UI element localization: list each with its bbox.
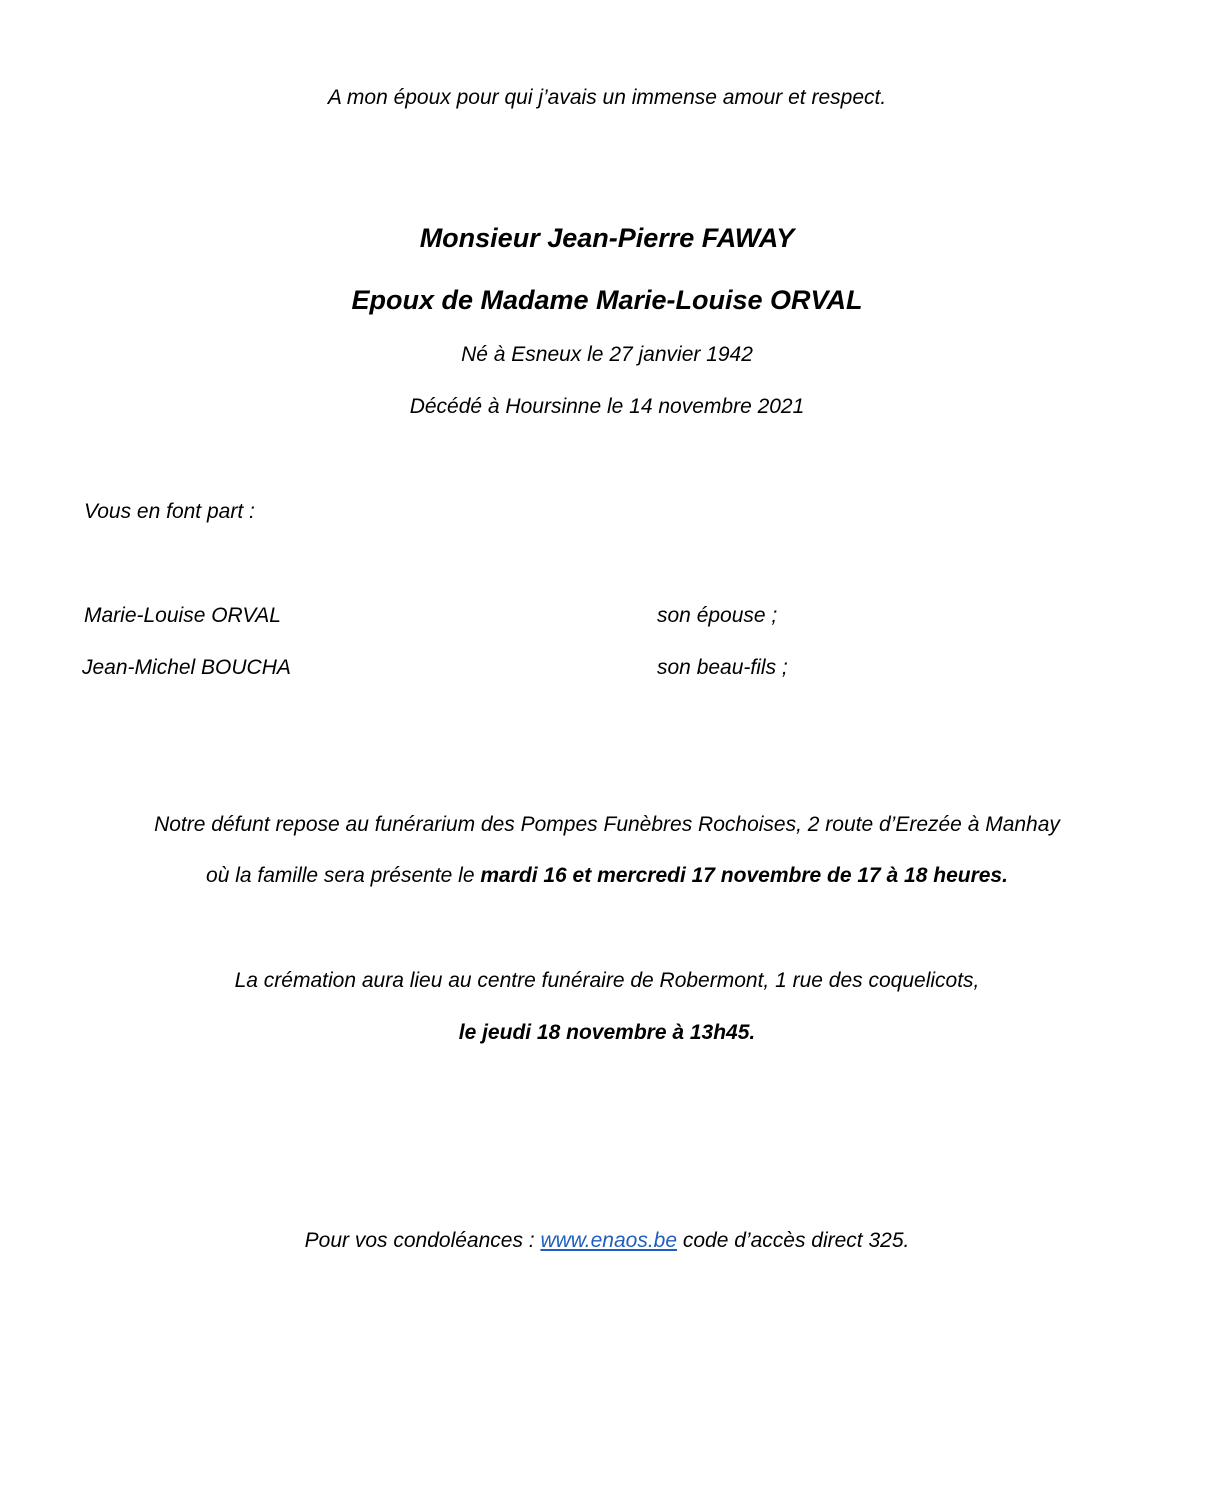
announcers-intro: Vous en font part : [84, 500, 255, 523]
death-info: Décédé à Hoursinne le 14 novembre 2021 [409, 395, 805, 418]
condolences-link[interactable]: www.enaos.be [540, 1229, 678, 1252]
condolences-suffix: code d’accès direct 325. [677, 1229, 910, 1252]
dedication-text: A mon époux pour qui j’avais un immense amour et respect. [327, 86, 887, 109]
visitation-times [0, 862, 1214, 890]
announcer-name: Jean-Michel BOUCHA [82, 656, 291, 679]
condolences-line [0, 1227, 1214, 1255]
spouse-line: Epoux de Madame Marie-Louise ORVAL [351, 285, 863, 315]
visitation-location: Notre défunt repose au funérarium des Pompes Funèbres Rochoises, 2 route d’Erezée à Manhay [154, 813, 1060, 836]
cremation-location: La crémation aura lieu au centre funéraire de Robermont, 1 rue des coquelicots, [234, 969, 980, 992]
birth-info: Né à Esneux le 27 janvier 1942 [461, 343, 753, 366]
condolences-prefix: Pour vos condoléances : [304, 1229, 541, 1252]
announcer-relation: son beau-fils ; [657, 656, 788, 679]
announcer-name: Marie-Louise ORVAL [84, 604, 281, 627]
deceased-name: Monsieur Jean-Pierre FAWAY [419, 223, 795, 253]
announcer-relation: son épouse ; [657, 604, 778, 627]
visitation-times-prefix: où la famille sera présente le [206, 864, 481, 887]
visitation-times-dates: mardi 16 et mercredi 17 novembre de 17 à 18 heures. [480, 864, 1008, 887]
cremation-date: le jeudi 18 novembre à 13h45. [458, 1021, 756, 1044]
